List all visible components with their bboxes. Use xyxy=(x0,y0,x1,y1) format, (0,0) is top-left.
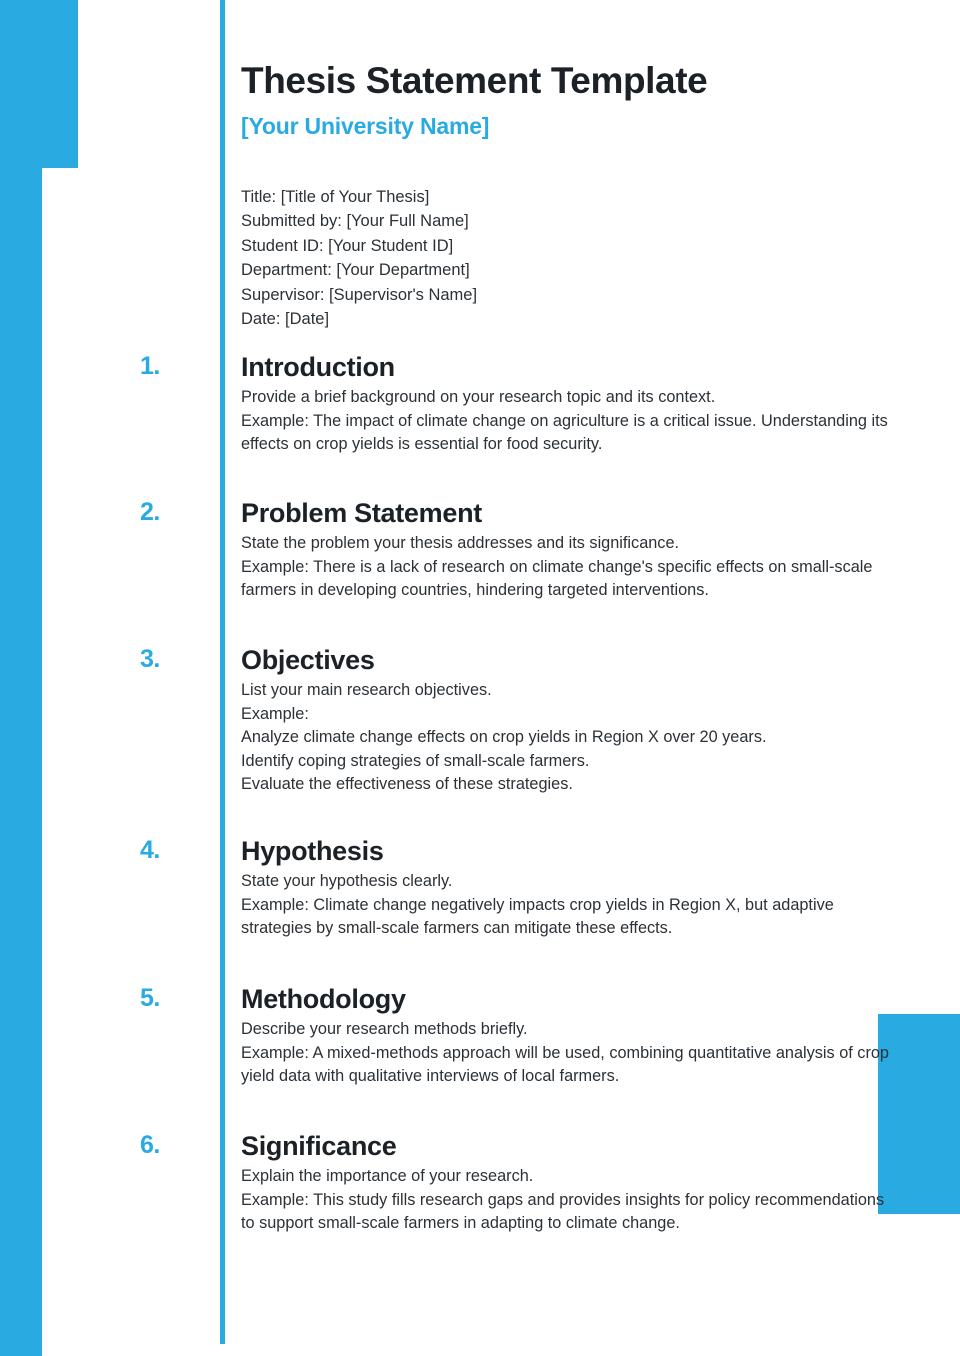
meta-line-date: Date: [Date] xyxy=(241,310,330,329)
section-line: Example: A mixed-methods approach will be used, combining quantitative analysis of crop yield data with qualitative interviews of local farmers. xyxy=(241,1043,889,1086)
section-significance xyxy=(140,1131,900,1236)
page-title: Thesis Statement Template xyxy=(241,60,708,101)
section-introduction xyxy=(140,352,900,457)
section-number: 2. xyxy=(140,498,160,526)
accent-bar-left xyxy=(0,0,42,1356)
section-methodology xyxy=(140,984,900,1089)
section-line: Example: This study fills research gaps and provides insights for policy recommendations to support small-scale farmers in adapting to climate change. xyxy=(241,1190,885,1233)
section-line: Identify coping strategies of small-scale farmers. xyxy=(241,751,590,770)
section-line: Example: xyxy=(241,704,309,723)
section-heading: Methodology xyxy=(241,984,406,1014)
section-line: State your hypothesis clearly. xyxy=(241,872,453,891)
section-line: Analyze climate change effects on crop yields in Region X over 20 years. xyxy=(241,728,767,747)
meta-line-submitted-by: Submitted by: [Your Full Name] xyxy=(241,212,469,231)
section-heading: Problem Statement xyxy=(241,498,482,528)
meta-line-department: Department: [Your Department] xyxy=(241,261,470,280)
section-line: Explain the importance of your research. xyxy=(241,1167,534,1186)
section-number: 6. xyxy=(140,1131,160,1159)
document-metadata xyxy=(241,185,841,331)
section-body xyxy=(241,1165,900,1235)
section-line: Describe your research methods briefly. xyxy=(241,1020,528,1039)
section-number: 4. xyxy=(140,836,160,864)
section-heading: Introduction xyxy=(241,352,395,382)
section-line: Evaluate the effectiveness of these strategies. xyxy=(241,775,573,794)
section-number: 5. xyxy=(140,984,160,1012)
section-hypothesis xyxy=(140,836,900,941)
section-objectives xyxy=(140,645,900,797)
section-body xyxy=(241,386,900,456)
section-heading: Significance xyxy=(241,1131,397,1161)
section-line: State the problem your thesis addresses and its significance. xyxy=(241,534,680,553)
section-line: Provide a brief background on your research topic and its context. xyxy=(241,388,716,407)
section-line: Example: The impact of climate change on agriculture is a critical issue. Understanding its effects on crop yields is essential for food security. xyxy=(241,411,888,454)
section-line: List your main research objectives. xyxy=(241,681,492,700)
section-body xyxy=(241,1018,900,1088)
section-line: Example: There is a lack of research on climate change's specific effects on small-scale farmers in developing countries, hindering targeted interventions. xyxy=(241,557,873,600)
meta-line-title: Title: [Title of Your Thesis] xyxy=(241,188,430,206)
meta-line-supervisor: Supervisor: [Supervisor's Name] xyxy=(241,285,478,304)
document-header xyxy=(241,60,901,140)
section-body xyxy=(241,532,900,602)
page-subtitle: [Your University Name] xyxy=(241,112,490,139)
section-heading: Hypothesis xyxy=(241,836,384,866)
section-heading: Objectives xyxy=(241,645,375,675)
meta-line-student-id: Student ID: [Your Student ID] xyxy=(241,236,454,255)
section-line: Example: Climate change negatively impacts crop yields in Region X, but adaptive strategies by small-scale farmers can mitigate these effects. xyxy=(241,895,834,938)
section-body xyxy=(241,679,900,796)
section-problem-statement xyxy=(140,498,900,603)
section-number: 1. xyxy=(140,352,160,380)
section-body xyxy=(241,870,900,940)
section-number: 3. xyxy=(140,645,160,673)
